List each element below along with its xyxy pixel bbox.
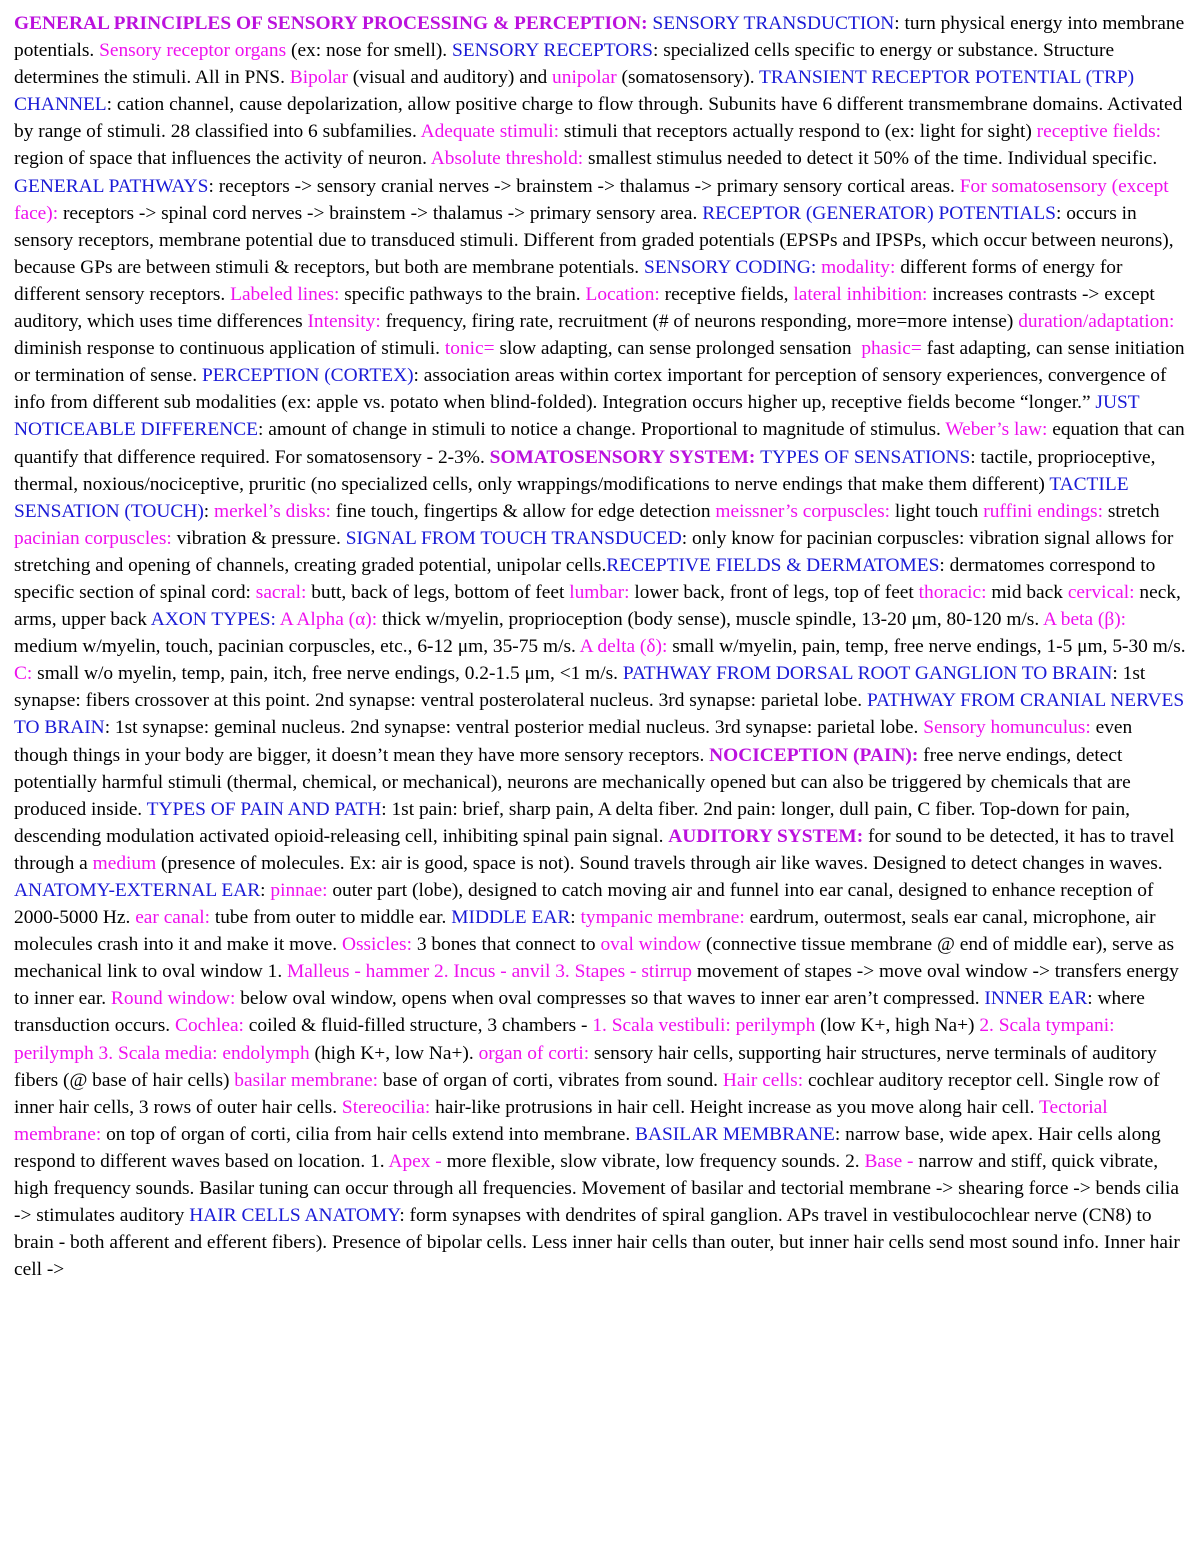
body-text: diminish response to continuous application of stimuli. [14,311,1180,360]
section-label: ANATOMY-EXTERNAL EAR [14,880,261,901]
section-label: RECEPTIVE FIELDS & DERMATOMES [606,554,940,576]
section-label: SENSORY TRANSDUCTION [652,13,895,34]
body-text: more flexible, slow vibrate, low frequency sounds. 2. [441,1150,865,1172]
body-text: : [203,500,215,522]
section-label: PERCEPTION (CORTEX) [201,365,414,387]
term-label: Labeled lines: [230,283,340,305]
term-label: Cochlea: [175,1015,244,1037]
term-label: receptive fields: [1036,121,1162,143]
section-label: TYPES OF SENSATIONS [760,446,971,468]
section-label: AXON TYPES: [150,609,280,631]
term-label: modality: [821,256,896,278]
term-label: Stereocilia: [341,1096,431,1118]
section-label: BASILAR MEMBRANE [635,1123,835,1145]
term-label: Base - [864,1150,914,1172]
term-label: tonic= [444,338,495,360]
term-label: sacral: [255,581,307,603]
term-label: Ossicles: [341,934,412,956]
body-text: : [570,907,581,929]
term-label: For somatosensory (except face): [14,175,1174,224]
term-label: ruffini endings: [983,500,1103,522]
term-label: Malleus - hammer 2. Incus - anvil 3. Stapes - stirrup [287,961,692,983]
term-label: merkel’s disks: [214,500,331,522]
body-text: mid back [986,581,1068,603]
body-text: frequency, firing rate, recruitment (# of neurons responding, more=more intense) [380,311,1019,333]
body-text: (presence of molecules. Ex: air is good, space is not). Sound travels through air like waves. Designed to detect changes in waves. [156,852,1167,874]
body-text: movement of stapes -> move oval window -> transfers energy to inner ear. [14,961,1184,1010]
body-text: slow adapting, can sense prolonged sensation [494,338,862,360]
body-text: : 1st synapse: geminal nucleus. 2nd synapse: ventral posterior medial nucleus. 3rd synapse: parietal lobe. [104,717,924,739]
section-label: HAIR CELLS ANATOMY [189,1205,400,1227]
body-text: medium w/myelin, touch, pacinian corpuscles, etc., 6-12 μm, 35-75 m/s. [14,609,1131,658]
body-text: : occurs in sensory receptors, membrane potential due to transduced stimuli. Different from graded potentials (EPSPs and IPSPs, which occur between neurons), because GPs are between stimuli & receptors, but both are membrane potentials. [14,202,1179,278]
body-text: : amount of change in stimuli to notice a change. Proportional to magnitude of stimulus. [258,419,946,441]
term-label: A delta (δ): [579,636,668,658]
body-text: : narrow base, wide apex. Hair cells along respond to different waves based on location. 1. [14,1123,1166,1172]
term-label: Intensity: [307,311,381,333]
term-label: C: [14,663,33,685]
body-text: even though things in your body are bigger, it doesn’t mean they have more sensory receptors. [14,717,1138,766]
body-text: small w/o myelin, temp, pain, itch, free nerve endings, 0.2-1.5 μm, <1 m/s. [32,663,623,685]
body-text: narrow and stiff, quick vibrate, high frequency sounds. Basilar tuning can occur through all frequencies. Movement of basilar and tectorial membrane -> shearing force -> bends cilia -> stimulates auditory [14,1150,1184,1227]
body-text: 3 bones that connect to [411,934,601,956]
term-label: ear canal: [135,907,210,929]
body-text: stretch [1102,500,1165,522]
body-text: specific pathways to the brain. [339,283,586,305]
body-text: increases contrasts -> except auditory, which uses time differences [14,283,1160,333]
term-label: Adequate stimuli: [420,121,560,143]
section-label: RECEPTOR (GENERATOR) POTENTIALS [702,202,1056,224]
body-text: : 1st pain: brief, sharp pain, A delta fiber. 2nd pain: longer, dull pain, C fiber. Top-down for pain, descending modulation activated opioid-releasing cell, inhibiting spinal pain signal. [14,798,1135,847]
section-heading: AUDITORY SYSTEM: [668,825,864,847]
section-label: TRANSIENT RECEPTOR POTENTIAL (TRP) CHANNEL [14,67,1139,116]
section-label: TYPES OF PAIN AND PATH [146,798,382,820]
section-heading: NOCICEPTION (PAIN): [709,744,919,766]
body-text: vibration & pressure. [171,527,346,549]
body-text: : dermatomes correspond to specific section of spinal cord: [14,554,1161,603]
body-text: : tactile, proprioceptive, thermal, noxious/nociceptive, pruritic (no specialized cells, only wrappings/modifications to nerve endings that make them different) [14,446,1161,495]
term-label: Sensory receptor organs [99,40,287,62]
body-text: : [260,880,271,901]
body-text: (somatosensory). [616,67,760,89]
body-text: neck, arms, upper back [14,581,1186,631]
section-label: PATHWAY FROM DORSAL ROOT GANGLION TO BRAIN [622,663,1113,685]
term-label: medium [92,852,157,874]
section-label: SIGNAL FROM TOUCH TRANSDUCED [345,527,682,549]
body-text: thick w/myelin, proprioception (body sense), muscle spindle, 13-20 μm, 80-120 m/s. [377,609,1043,631]
body-text: : receptors -> sensory cranial nerves -> brainstem -> thalamus -> primary sensory cortical areas. [208,175,960,197]
body-text: : specialized cells specific to energy or substance. Structure determines the stimuli. All in PNS. [14,40,1119,89]
term-label: Hair cells: [722,1069,804,1091]
term-label: meissner’s corpuscles: [715,500,891,522]
section-label: GENERAL PATHWAYS [14,175,209,197]
term-label: duration/adaptation: [1018,311,1175,333]
body-text: fast adapting, can sense initiation or termination of sense. [14,338,1190,387]
body-text: coiled & fluid-filled structure, 3 chambers - [243,1015,593,1037]
term-label: 2. Scala tympani: perilymph 3. Scala media: endolymph [14,1015,1120,1064]
term-label: oval window [600,934,702,956]
body-text: different forms of energy for different sensory receptors. [14,256,1128,305]
body-text: (low K+, high Na+) [815,1015,980,1037]
section-label: SENSORY CODING: [644,256,822,278]
body-text: below oval window, opens when oval compresses so that waves to inner ear aren’t compressed. [235,988,985,1010]
term-label: Absolute threshold: [430,148,584,170]
term-label: A beta (β): [1042,609,1127,631]
term-label: cervical: [1067,581,1135,603]
section-label: MIDDLE EAR [451,907,571,929]
body-text: : form synapses with dendrites of spiral ganglion. APs travel in vestibulocochlear nerve (CN8) to brain - both afferent and efferent fibers). Presence of bipolar cells. Less inner hair cells than outer, but inner hair cells send most sound info. Inner hair cell -> [14,1205,1185,1281]
term-label: Bipolar [289,67,348,89]
term-label: lumbar: [569,581,630,603]
body-text: : only know for pacinian corpuscles: vibration signal allows for stretching and opening of channels, creating graded potential, unipolar cells. [14,527,1179,576]
body-text: : 1st synapse: fibers crossover at this point. 2nd synapse: ventral posterolateral nucleus. 3rd synapse: parietal lobe. [14,663,1151,712]
body-text: : cation channel, cause depolarization, allow positive charge to flow through. Subunits have 6 different transmembrane domains. Activated by range of stimuli. 28 classified into 6 subfamilies. [14,94,1188,143]
section-label: PATHWAY FROM CRANIAL NERVES TO BRAIN [14,690,1189,739]
body-text: outer part (lobe), designed to catch moving air and funnel into ear canal, designed to enhance reception of 2000-5000 Hz. [14,880,1159,929]
term-label: Apex - [388,1150,442,1172]
term-label: Round window: [110,988,236,1010]
body-text: receptive fields, [659,283,794,305]
term-label: basilar membrane: [234,1069,379,1091]
body-text: hair-like protrusions in hair cell. Height increase as you move along hair cell. [430,1096,1040,1118]
section-heading: GENERAL PRINCIPLES OF SENSORY PROCESSING & PERCEPTION: [14,13,653,34]
body-text: fine touch, fingertips & allow for edge detection [330,500,716,522]
section-label: JUST NOTICEABLE DIFFERENCE [14,392,1145,441]
body-text: : association areas within cortex important for perception of sensory experiences, convergence of info from different sub modalities (ex: apple vs. potato when blind-folded). Integration occurs higher up, receptive fields become “longer.” [14,365,1172,414]
body-text: : turn physical energy into membrane potentials. [14,13,1190,62]
body-text: small w/myelin, pain, temp, free nerve endings, 1-5 μm, 5-30 m/s. [667,636,1191,658]
body-text: equation that can quantify that difference required. For somatosensory - 2-3%. [14,419,1190,468]
body-text: (connective tissue membrane @ end of middle ear), serve as mechanical link to oval window 1. [14,934,1179,983]
body-text: (visual and auditory) and [347,67,553,89]
body-text: free nerve endings, detect potentially harmful stimuli (thermal, chemical, or mechanical), neurons are mechanically opened but can also be triggered by chemicals that are produced inside. [14,744,1136,820]
term-label: Tectorial membrane: [14,1096,1113,1145]
body-text: : where transduction occurs. [14,988,1150,1037]
body-text: light touch [890,500,984,522]
term-label: tympanic membrane: [580,907,745,929]
body-text: smallest stimulus needed to detect it 50% of the time. Individual specific. [583,148,1163,170]
body-text: sensory hair cells, supporting hair structures, nerve terminals of auditory fibers (@ base of hair cells) [14,1042,1162,1091]
body-text: lower back, front of legs, top of feet [629,581,919,603]
term-label: organ of corti: [478,1042,590,1064]
term-label: Sensory homunculus: [923,717,1091,739]
section-heading: SOMATOSENSORY SYSTEM: [489,446,761,468]
body-text: for sound to be detected, it has to travel through a [14,825,1180,874]
body-text: (ex: nose for smell). [286,40,452,62]
body-text: butt, back of legs, bottom of feet [306,581,570,603]
body-text: eardrum, outermost, seals ear canal, microphone, air molecules crash into it and make it move. [14,907,1161,956]
term-label: pinnae: [270,880,328,901]
term-label: unipolar [552,67,617,89]
section-label: SENSORY RECEPTORS [452,40,653,62]
section-label: INNER EAR [984,988,1088,1010]
term-label: pacinian corpuscles: [14,527,172,549]
body-text: receptors -> spinal cord nerves -> brainstem -> thalamus -> primary sensory area. [58,202,703,224]
section-label: TACTILE SENSATION (TOUCH) [14,473,1134,522]
body-text: tube from outer to middle ear. [210,907,452,929]
body-text: region of space that influences the activity of neuron. [14,121,1166,170]
term-label: 1. Scala vestibuli: perilymph [592,1015,816,1037]
term-label: A Alpha (α): [279,609,378,631]
body-text: stimuli that receptors actually respond to (ex: light for sight) [559,121,1037,143]
body-text: on top of organ of corti, cilia from hair cells extend into membrane. [101,1123,636,1145]
term-label: phasic= [861,338,922,360]
term-label: Weber’s law: [945,419,1048,441]
notes-paragraph [14,10,1191,1283]
body-text: base of organ of corti, vibrates from sound. [378,1069,723,1091]
term-label: Location: [585,283,660,305]
term-label: thoracic: [918,581,987,603]
term-label: lateral inhibition: [793,283,928,305]
body-text: cochlear auditory receptor cell. Single row of inner hair cells, 3 rows of outer hair cells. [14,1069,1165,1118]
body-text: (high K+, low Na+). [309,1042,479,1064]
